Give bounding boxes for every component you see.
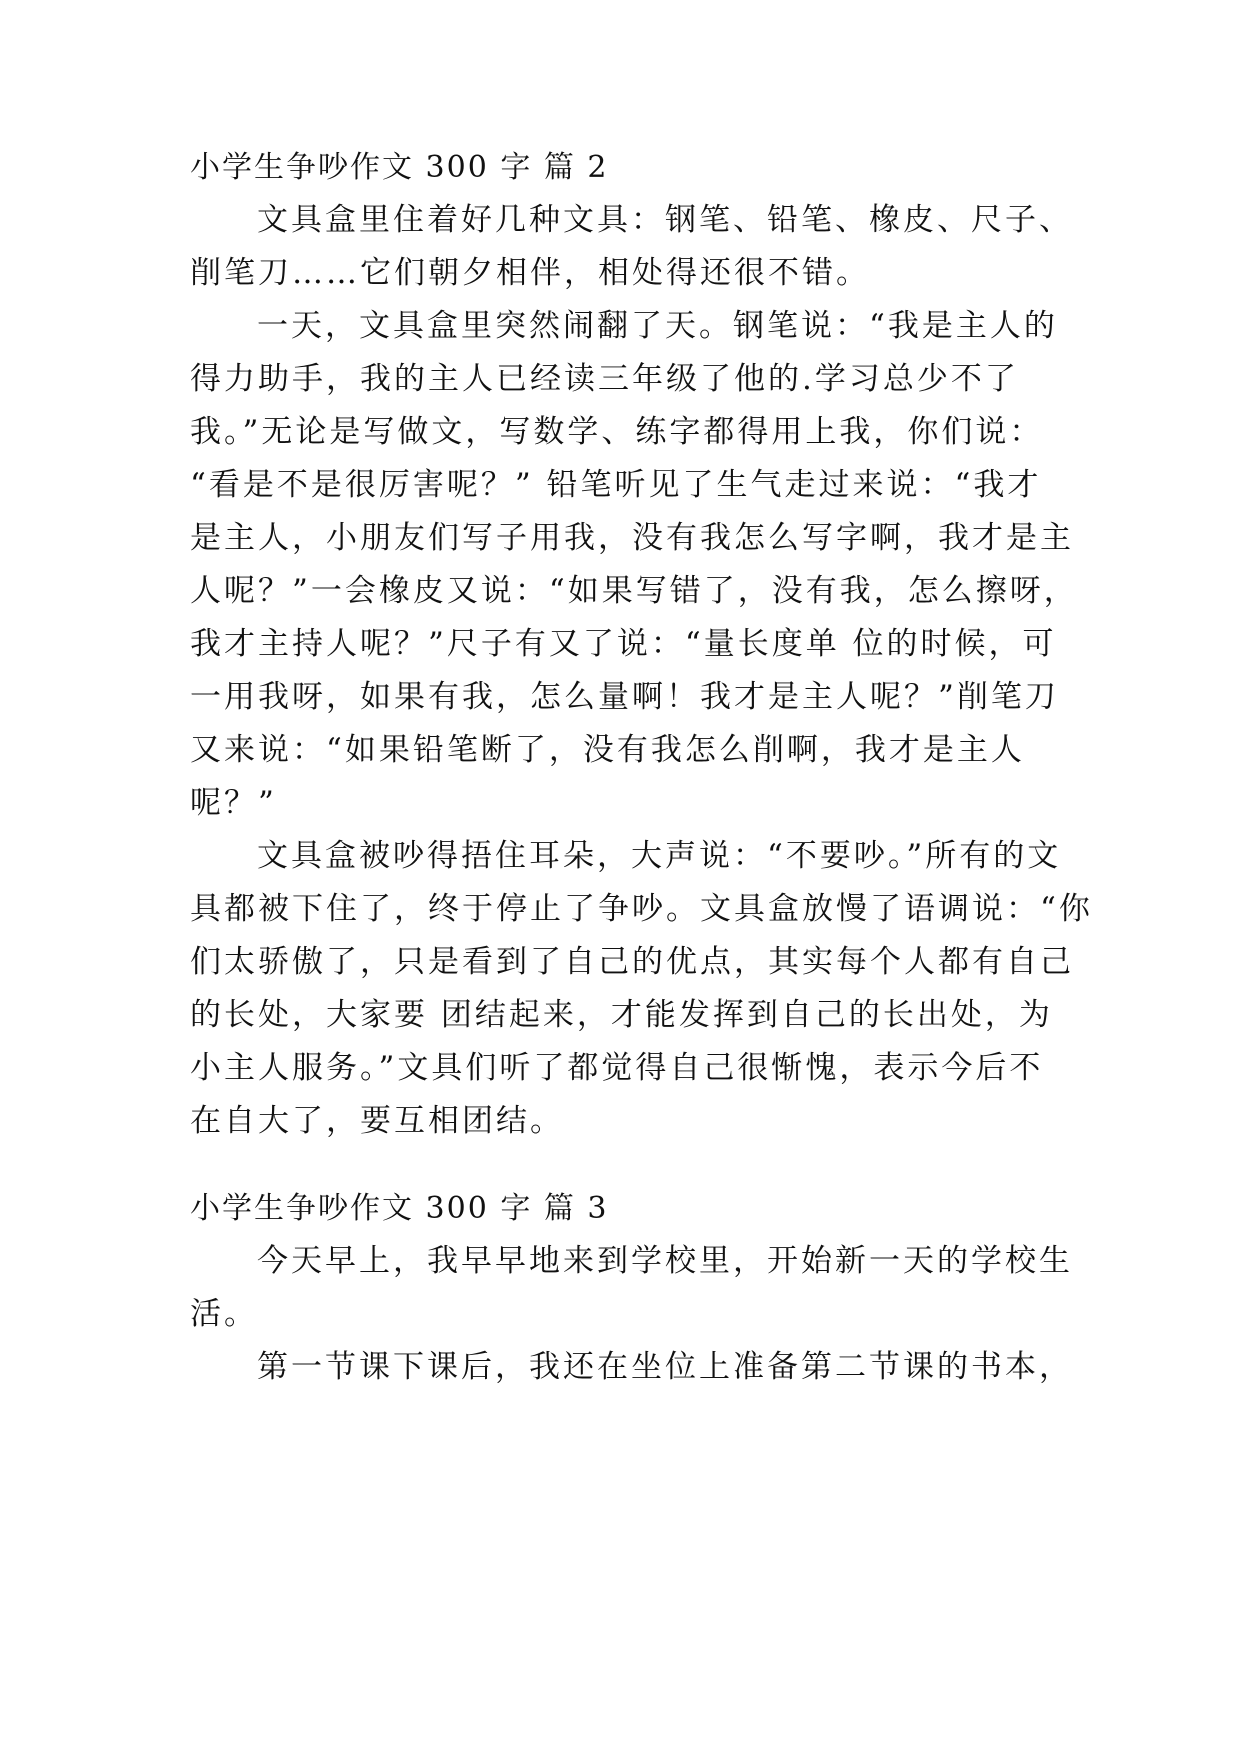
text-line: 人呢？”一会橡皮又说：“如果写错了，没有我，怎么擦呀， bbox=[190, 573, 1078, 609]
text-line: 呢？” bbox=[190, 785, 277, 821]
text-line: 们太骄傲了，只是看到了自己的优点，其实每个人都有自己 bbox=[190, 944, 1074, 980]
text-line: “看是不是很厉害呢？” 铅笔听见了生气走过来说：“我才 bbox=[190, 467, 1042, 503]
text-line: 得力助手，我的主人已经读三年级了他的.学习总少不了 bbox=[190, 361, 1019, 397]
text-line: 具都被下住了，终于停止了争吵。文具盒放慢了语调说：“你 bbox=[190, 891, 1093, 927]
text-line: 文具盒被吵得捂住耳朵，大声说：“不要吵。”所有的文 bbox=[257, 838, 1062, 874]
text-line: 我才主持人呢？”尺子有又了说：“量长度单 位的时候，可 bbox=[190, 626, 1057, 662]
text-line: 削笔刀……它们朝夕相伴，相处得还很不错。 bbox=[190, 255, 870, 291]
text-line: 小主人服务。”文具们听了都觉得自己很惭愧，表示今后不 bbox=[190, 1050, 1044, 1086]
text-line: 的长处，大家要 团结起来，才能发挥到自己的长出处，为 bbox=[190, 997, 1053, 1033]
text-line: 第一节课下课后，我还在坐位上准备第二节课的书本， bbox=[257, 1349, 1073, 1385]
text-line: 一天，文具盒里突然闹翻了天。钢笔说：“我是主人的 bbox=[257, 308, 1058, 344]
text-line: 在自大了，要互相团结。 bbox=[190, 1103, 564, 1139]
text-line: 我。”无论是写做文，写数学、练字都得用上我，你们说： bbox=[190, 414, 1044, 450]
section-heading: 小学生争吵作文 300 字 篇 2 bbox=[190, 150, 609, 185]
text-line: 今天早上，我早早地来到学校里，开始新一天的学校生 bbox=[257, 1243, 1073, 1279]
text-line: 文具盒里住着好几种文具：钢笔、铅笔、橡皮、尺子、 bbox=[257, 202, 1073, 238]
text-line: 活。 bbox=[190, 1296, 258, 1332]
section-heading: 小学生争吵作文 300 字 篇 3 bbox=[190, 1191, 609, 1226]
text-line: 又来说：“如果铅笔断了，没有我怎么削啊，我才是主人 bbox=[190, 732, 1025, 768]
text-line: 是主人，小朋友们写子用我，没有我怎么写字啊，我才是主 bbox=[190, 520, 1074, 556]
text-line: 一用我呀，如果有我，怎么量啊！我才是主人呢？”削笔刀 bbox=[190, 679, 1059, 715]
